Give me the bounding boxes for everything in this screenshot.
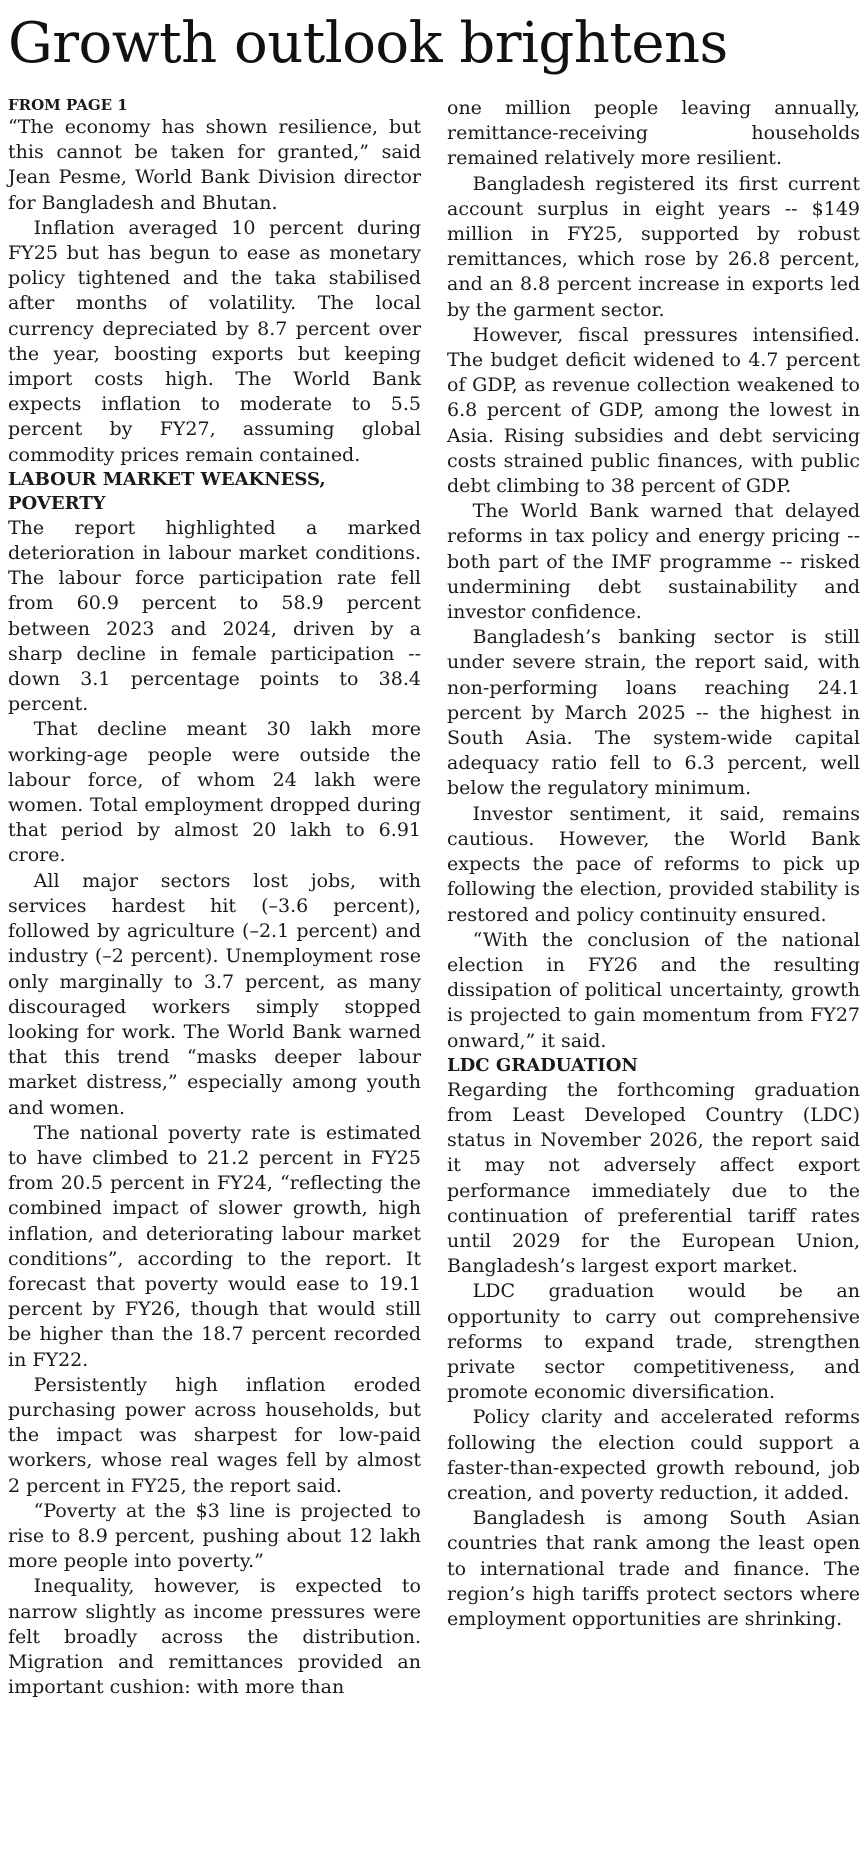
paragraph: Bangladesh’s banking sector is still under severe strain, the report said, with non-performing loans reaching 24.1 percent by March 2025 -- the highest in South Asia. The system-wide capital adequacy ratio fell to 6.3 percent, well below the regulatory minimum. bbox=[447, 626, 860, 800]
column-left bbox=[8, 96, 421, 1866]
paragraph: Policy clarity and accelerated reforms following the election could support a faster-than-expected growth rebound, job creation, and poverty reduction, it added. bbox=[447, 1406, 860, 1504]
paragraph: The national poverty rate is estimated to have climbed to 21.2 percent in FY25 from 20.5 percent in FY24, “reflecting the combined impact of slower growth, high inflation, and deteriorating labour market conditions”, according to the report. It forecast that poverty would ease to 19.1 percent by FY26, though that would still be higher than the 18.7 percent recorded in FY22. bbox=[8, 1121, 421, 1371]
column-right bbox=[447, 96, 860, 1866]
kicker: FROM PAGE 1 bbox=[8, 96, 128, 114]
subhead-labour-market: LABOUR MARKET WEAKNESS, POVERTY bbox=[8, 468, 326, 514]
headline: Growth outlook brightens bbox=[8, 11, 728, 76]
paragraph: LDC graduation would be an opportunity to carry out comprehensive reforms to expand trade, strengthen private sector competitiveness, and promote economic diversification. bbox=[447, 1280, 860, 1404]
paragraph: Inequality, however, is expected to narrow slightly as income pressures were felt broadly across the distribution. Migration and remittances provided an important cushion: with more than bbox=[8, 1575, 421, 1699]
paragraph: Inflation averaged 10 percent during FY25 but has begun to ease as monetary policy tightened and the taka stabilised after months of volatility. The local currency depreciated by 8.7 percent over the year, boosting exports but keeping import costs high. The World Bank expects inflation to moderate to 5.5 percent by FY27, assuming global commodity prices remain contained. bbox=[8, 216, 421, 466]
paragraph: Investor sentiment, it said, remains cautious. However, the World Bank expects the pace of reforms to pick up following the election, provided stability is restored and policy continuity ensured. bbox=[447, 802, 860, 926]
paragraph: “With the conclusion of the national election in FY26 and the resulting dissipation of political uncertainty, growth is projected to gain momentum from FY27 onward,” it said. bbox=[447, 928, 860, 1052]
paragraph: “The economy has shown resilience, but this cannot be taken for granted,” said Jean Pesme, World Bank Division director for Bangladesh and Bhutan. bbox=[8, 116, 421, 214]
paragraph: “Poverty at the $3 line is projected to rise to 8.9 percent, pushing about 12 lakh more people into poverty.” bbox=[8, 1499, 421, 1573]
paragraph: All major sectors lost jobs, with services hardest hit (–3.6 percent), followed by agriculture (–2.1 percent) and industry (–2 percent). Unemployment rose only marginally to 3.7 percent, as many discouraged workers simply stopped looking for work. The World Bank warned that this trend “masks deeper labour market distress,” especially among youth and women. bbox=[8, 869, 421, 1119]
paragraph: one million people leaving annually, remittance-receiving households remained relatively more resilient. bbox=[447, 97, 860, 170]
paragraph: Regarding the forthcoming graduation from Least Developed Country (LDC) status in November 2026, the report said it may not adversely affect export performance immediately due to the continuation of preferential tariff rates until 2029 for the European Union, Bangladesh’s largest export market. bbox=[447, 1078, 860, 1278]
paragraph: However, fiscal pressures intensified. The budget deficit widened to 4.7 percent of GDP, as revenue collection weakened to 6.8 percent of GDP, among the lowest in Asia. Rising subsidies and debt servicing costs strained public finances, with public debt climbing to 38 percent of GDP. bbox=[447, 323, 860, 498]
paragraph: The report highlighted a marked deterioration in labour market conditions. The labour force participation rate fell from 60.9 percent to 58.9 percent between 2023 and 2024, driven by a sharp decline in female participation -- down 3.1 percentage points to 38.4 percent. bbox=[8, 516, 421, 716]
paragraph: That decline meant 30 lakh more working-age people were outside the labour force, of whom 24 lakh were women. Total employment dropped during that period by almost 20 lakh to 6.91 crore. bbox=[8, 718, 421, 867]
subhead-ldc-graduation: LDC GRADUATION bbox=[447, 1054, 638, 1076]
article-body bbox=[8, 96, 860, 1866]
paragraph: Persistently high inflation eroded purchasing power across households, but the impact was sharpest for low-paid workers, whose real wages fell by almost 2 percent in FY25, the report said. bbox=[8, 1373, 421, 1497]
paragraph: The World Bank warned that delayed reforms in tax policy and energy pricing -- both part of the IMF programme -- risked undermining debt sustainability and investor confidence. bbox=[447, 500, 860, 624]
paragraph: Bangladesh is among South Asian countries that rank among the least open to international trade and finance. The region’s high tariffs protect sectors where employment opportunities are shrinking. bbox=[447, 1507, 860, 1630]
paragraph: Bangladesh registered its first current account surplus in eight years -- $149 million in FY25, supported by robust remittances, which rose by 26.8 percent, and an 8.8 percent increase in exports led by the garment sector. bbox=[447, 172, 860, 321]
